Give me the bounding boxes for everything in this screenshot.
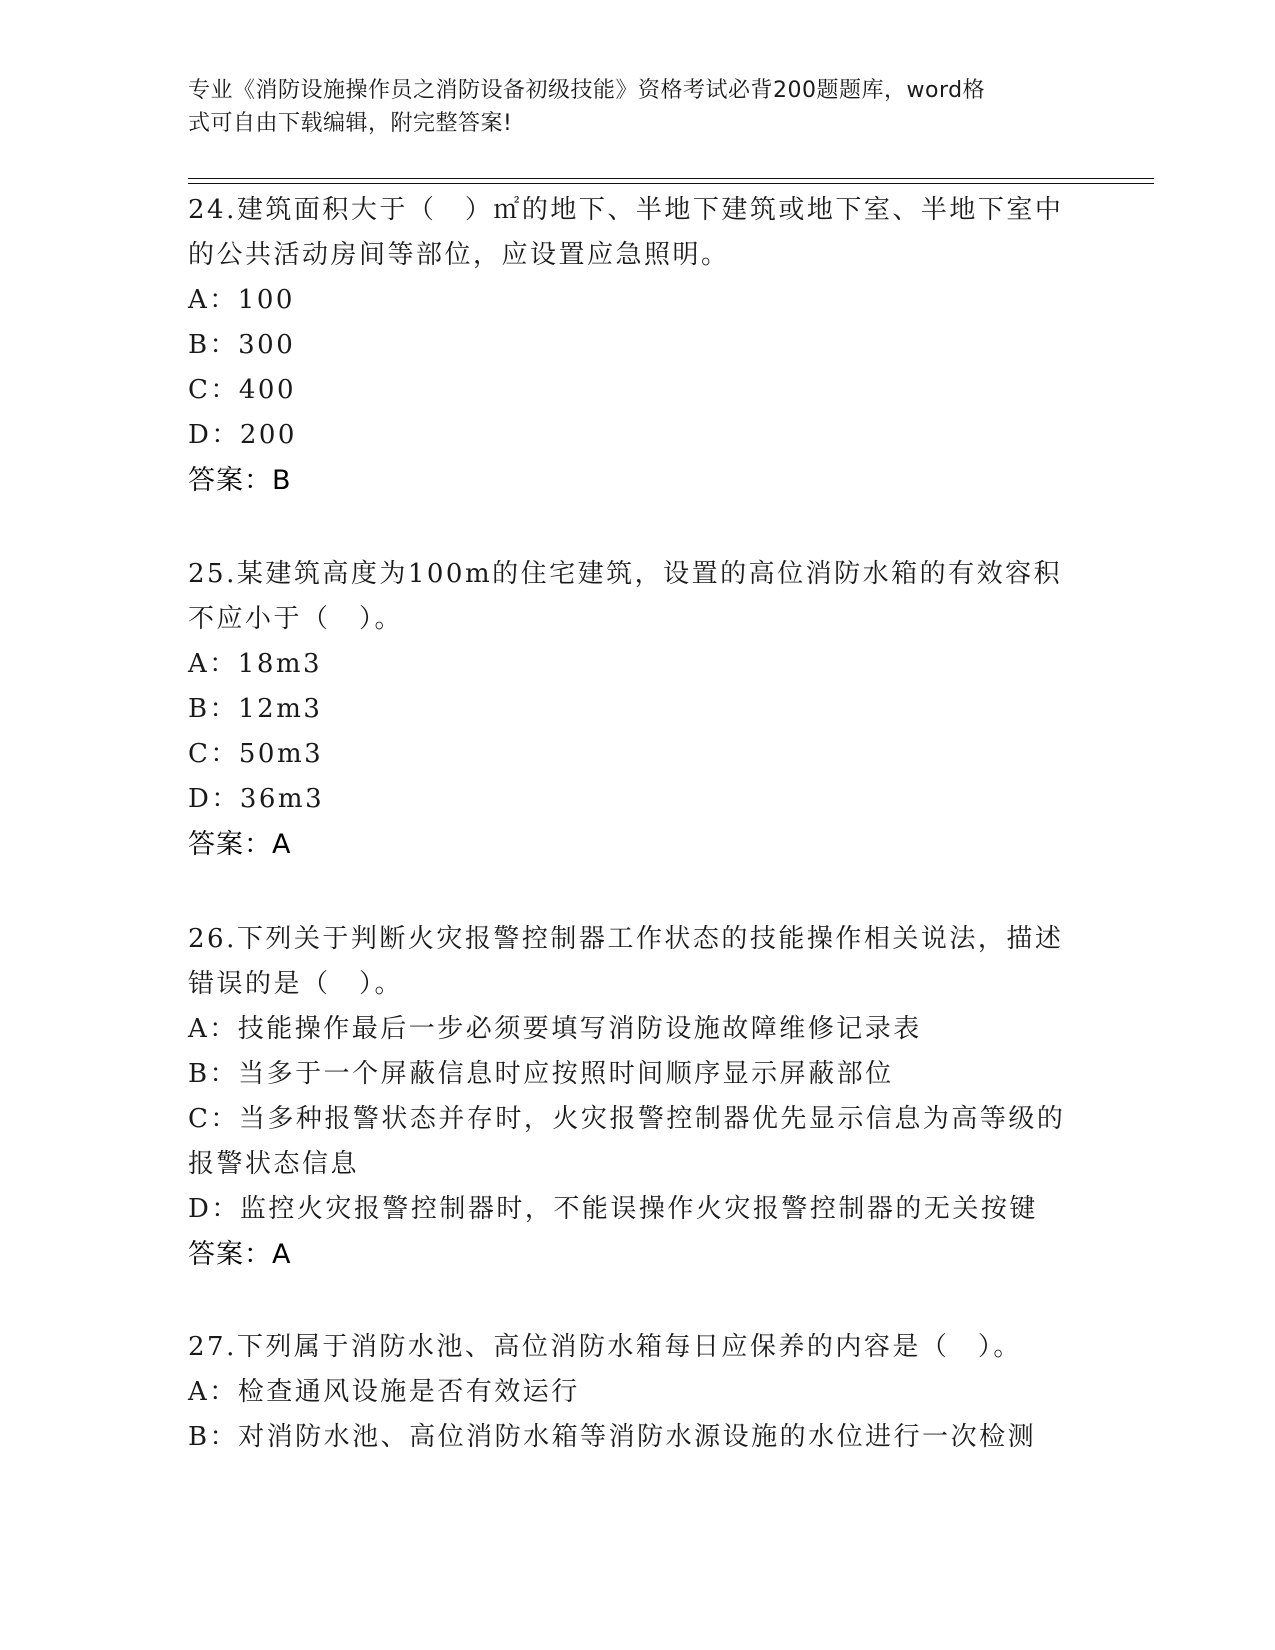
question-stem: 26.下列关于判断火灾报警控制器工作状态的技能操作相关说法，描述 <box>188 924 1064 954</box>
option-d: D：监控火灾报警控制器时，不能误操作火灾报警控制器的无关按键 <box>188 1194 1038 1224</box>
question-stem: 25.某建筑高度为100m的住宅建筑，设置的高位消防水箱的有效容积 <box>188 559 1063 589</box>
option-c: C：当多种报警状态并存时，火灾报警控制器优先显示信息为高等级的 <box>188 1104 1066 1134</box>
question-25 <box>188 552 1088 867</box>
option-c-continued: 报警状态信息 <box>188 1149 360 1179</box>
question-24 <box>188 188 1088 503</box>
option-d: D：36m3 <box>188 784 325 814</box>
option-c: C：400 <box>188 375 297 405</box>
question-stem: 24.建筑面积大于（ ）㎡的地下、半地下建筑或地下室、半地下室中 <box>188 195 1064 225</box>
option-c: C：50m3 <box>188 739 324 769</box>
header-line: 式可自由下载编辑，附完整答案! <box>188 111 513 136</box>
document-header <box>188 74 1068 140</box>
header-line: 专业《消防设施操作员之消防设备初级技能》资格考试必背200题题库，word格 <box>188 78 986 103</box>
option-a: A：18m3 <box>188 649 323 679</box>
option-a: A：100 <box>188 285 295 315</box>
option-b: B：对消防水池、高位消防水箱等消防水源设施的水位进行一次检测 <box>188 1422 1037 1452</box>
answer: 答案：A <box>188 1239 292 1270</box>
option-a: A：技能操作最后一步必须要填写消防设施故障维修记录表 <box>188 1014 922 1044</box>
question-stem: 不应小于（ ）。 <box>188 604 404 634</box>
header-divider <box>188 178 1154 179</box>
answer: 答案：A <box>188 829 292 860</box>
question-stem: 27.下列属于消防水池、高位消防水箱每日应保养的内容是（ ）。 <box>188 1332 1022 1362</box>
option-b: B：当多于一个屏蔽信息时应按照时间顺序显示屏蔽部位 <box>188 1059 894 1089</box>
question-27 <box>188 1325 1088 1460</box>
question-stem: 的公共活动房间等部位，应设置应急照明。 <box>188 240 730 270</box>
answer: 答案：B <box>188 465 292 496</box>
option-b: B：300 <box>188 330 296 360</box>
option-d: D：200 <box>188 420 297 450</box>
question-26 <box>188 917 1088 1277</box>
option-b: B：12m3 <box>188 694 323 724</box>
header-divider <box>188 183 1154 184</box>
question-stem: 错误的是（ ）。 <box>188 969 404 999</box>
option-a: A：检查通风设施是否有效运行 <box>188 1377 580 1407</box>
